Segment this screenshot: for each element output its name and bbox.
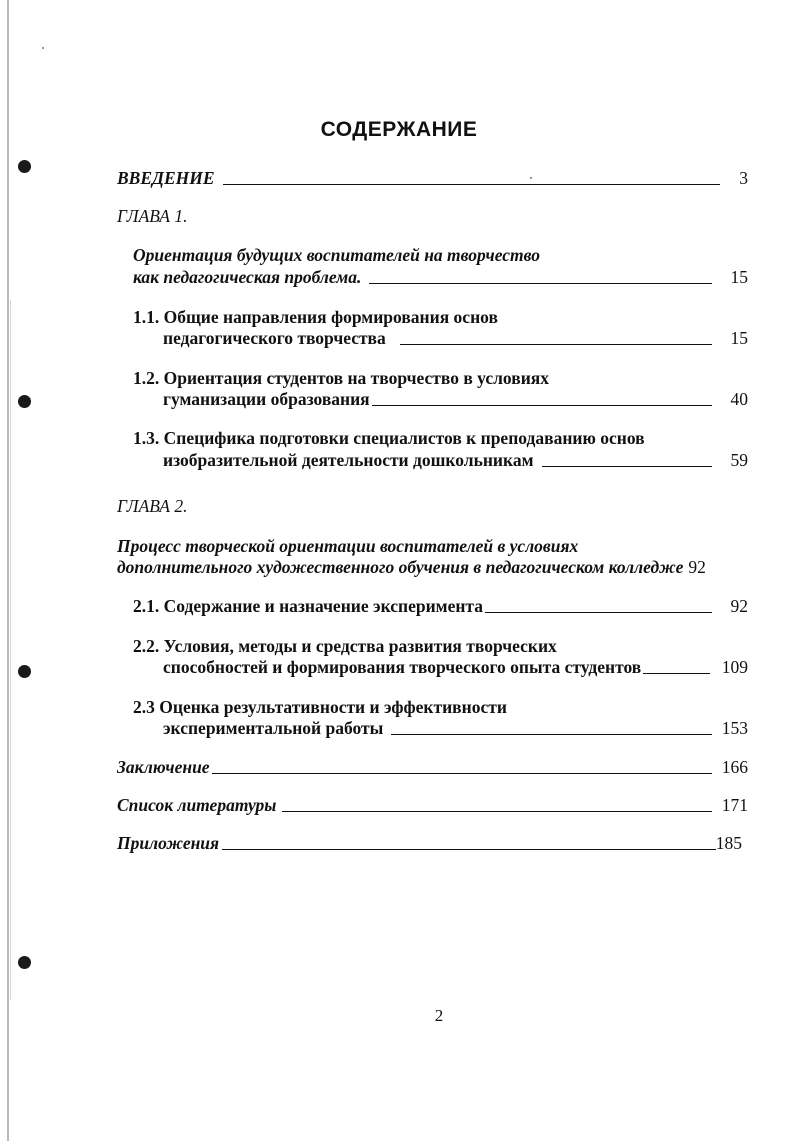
toc-entry-page: 15 — [730, 267, 748, 287]
toc-entry-references[interactable] — [117, 795, 748, 816]
leader-line — [223, 184, 720, 185]
toc-entry-page: 59 — [730, 450, 748, 470]
binding-hole — [18, 160, 31, 173]
leader-line — [400, 344, 712, 345]
toc-entry-chapter1[interactable] — [133, 267, 748, 288]
toc-entry-page: 185 — [715, 833, 742, 853]
toc-entry-section-1-3[interactable] — [163, 450, 748, 471]
toc-entry-page: 153 — [721, 718, 748, 738]
toc-section-label: педагогического творчества — [163, 328, 386, 348]
page-number: 2 — [434, 1006, 444, 1025]
toc-section-label: гуманизации образования — [163, 389, 370, 409]
toc-section-label: 1.1. Общие направления формирования основ — [133, 307, 498, 327]
toc-section-label: способностей и формирования творческого опыта студентов — [163, 657, 642, 677]
toc-entry-page: 92 — [688, 557, 706, 577]
leader-line — [542, 466, 713, 467]
toc-entry-page: 171 — [721, 795, 748, 815]
chapter-heading: ГЛАВА 1. — [117, 206, 188, 226]
toc-entry-label: Заключение — [117, 757, 210, 777]
toc-entry-label: Приложения — [117, 833, 220, 853]
leader-line — [212, 773, 712, 774]
toc-entry-page: 15 — [730, 328, 748, 348]
toc-entry-label: Список литературы — [117, 795, 277, 815]
toc-entry-section-2-1[interactable] — [133, 596, 748, 617]
chapter-heading: ГЛАВА 2. — [117, 496, 188, 516]
toc-entry-section-1-2[interactable] — [163, 389, 748, 410]
toc-section-label: 1.2. Ориентация студентов на творчество в условиях — [133, 368, 550, 388]
scan-edge — [7, 0, 9, 1141]
toc-entry-section-1-1[interactable] — [163, 328, 748, 349]
toc-entry-page: 109 — [721, 657, 748, 677]
toc-section-label: 2.2. Условия, методы и средства развития творческих — [133, 636, 557, 656]
binding-hole — [18, 956, 31, 969]
toc-entry-conclusion[interactable] — [117, 757, 748, 778]
scan-edge-shadow — [10, 300, 11, 1000]
chapter-title: Ориентация будущих воспитателей на творчество — [133, 245, 540, 265]
binding-hole — [18, 395, 31, 408]
toc-section-label: изобразительной деятельности дошкольникам — [163, 450, 534, 470]
toc-entry-label: ВВЕДЕНИЕ — [117, 168, 215, 188]
leader-line — [643, 673, 710, 674]
leader-line — [282, 811, 712, 812]
toc-entry-section-2-3[interactable] — [163, 718, 748, 739]
leader-line — [222, 849, 716, 850]
toc-section-label: 2.1. Содержание и назначение эксперимента — [133, 596, 483, 616]
binding-hole — [18, 665, 31, 678]
chapter-title: дополнительного художественного обучения в педагогическом колледже — [117, 557, 684, 577]
chapter-title: как педагогическая проблема. — [133, 267, 362, 287]
toc-entry-page: 166 — [721, 757, 748, 777]
toc-entry-page: 40 — [730, 389, 748, 409]
toc-entry-chapter2[interactable] — [117, 557, 767, 578]
toc-entry-appendices[interactable] — [117, 833, 742, 854]
leader-line — [485, 612, 712, 613]
toc-section-label: 2.3 Оценка результативности и эффективности — [133, 697, 507, 717]
toc-entry-section-2-2[interactable] — [163, 657, 748, 678]
scan-dust — [42, 47, 44, 49]
chapter-title: Процесс творческой ориентации воспитателей в условиях — [117, 536, 579, 556]
page-title: СОДЕРЖАНИЕ — [320, 118, 478, 141]
leader-line — [372, 405, 712, 406]
leader-line — [391, 734, 712, 735]
toc-entry-intro[interactable] — [117, 168, 748, 189]
leader-line — [369, 283, 712, 284]
toc-entry-page: 3 — [739, 168, 748, 188]
toc-section-label: экспериментальной работы — [163, 718, 384, 738]
toc-entry-page: 92 — [730, 596, 748, 616]
toc-section-label: 1.3. Специфика подготовки специалистов к преподаванию основ — [133, 428, 645, 448]
